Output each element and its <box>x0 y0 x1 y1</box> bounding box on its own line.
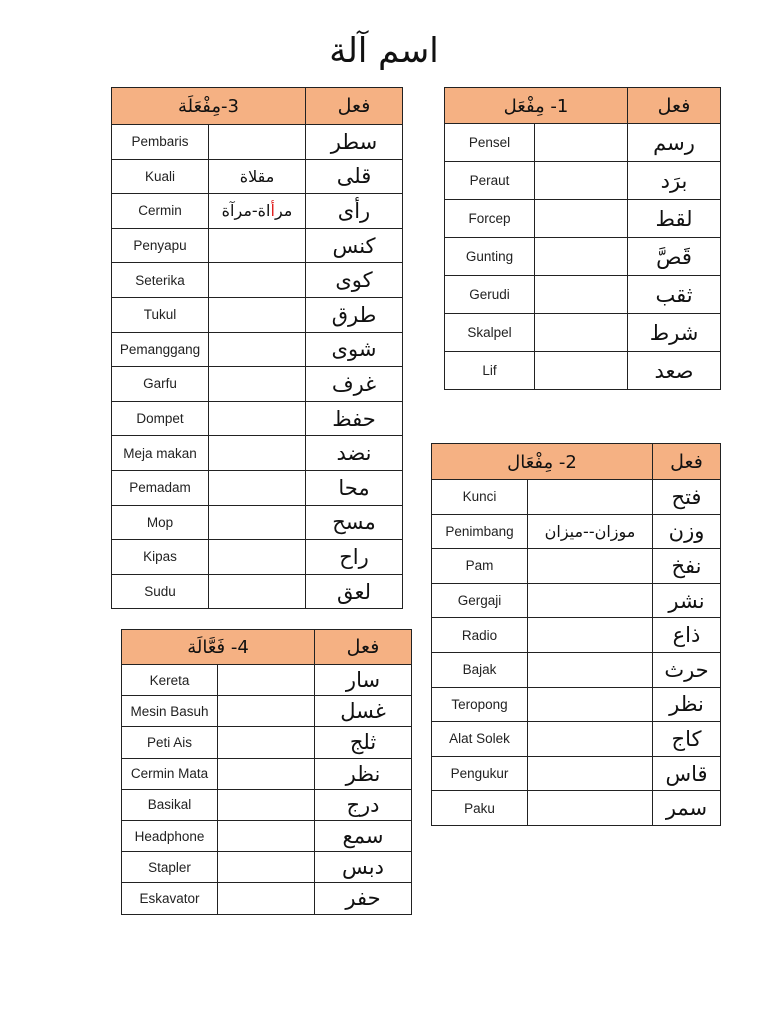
malay-meaning: Sudu <box>112 574 209 609</box>
malay-meaning: Kuali <box>112 159 209 194</box>
table-row <box>122 665 412 696</box>
verb-header: فعل <box>315 630 412 665</box>
table-row <box>112 367 403 402</box>
root-verb: سار <box>315 665 412 696</box>
instrument-noun <box>209 228 306 263</box>
pattern-header <box>122 630 315 665</box>
instrument-noun <box>209 401 306 436</box>
malay-meaning: Paku <box>432 791 528 826</box>
malay-meaning: Pembaris <box>112 125 209 160</box>
table-row <box>112 436 403 471</box>
table-row <box>122 852 412 883</box>
root-verb: شرط <box>628 314 721 352</box>
table-row <box>112 540 403 575</box>
instrument-noun <box>218 758 315 789</box>
instrument-noun: موزان--ميزان <box>528 514 653 549</box>
instrument-noun <box>209 540 306 575</box>
instrument-noun <box>218 883 315 914</box>
pattern-header <box>432 444 653 480</box>
root-verb: برَد <box>628 162 721 200</box>
malay-meaning: Dompet <box>112 401 209 436</box>
malay-meaning: Lif <box>445 352 535 390</box>
root-verb: دبس <box>315 852 412 883</box>
pattern-header <box>112 88 306 125</box>
root-verb: مسح <box>306 505 403 540</box>
instrument-noun <box>218 789 315 820</box>
highlighted-hamza: أ <box>270 201 275 221</box>
pattern-header <box>445 88 628 124</box>
malay-meaning: Gunting <box>445 238 535 276</box>
table-row <box>122 789 412 820</box>
table-row <box>432 756 721 791</box>
malay-meaning: Pemadam <box>112 470 209 505</box>
table-row <box>112 401 403 436</box>
instrument-noun <box>209 367 306 402</box>
instrument-noun <box>209 297 306 332</box>
malay-meaning: Peti Ais <box>122 727 218 758</box>
malay-meaning: Cermin Mata <box>122 758 218 789</box>
instrument-noun <box>528 480 653 515</box>
noun-part: اة-مرآة <box>221 201 271 221</box>
malay-meaning: Gerudi <box>445 276 535 314</box>
table-mifala <box>111 87 403 609</box>
table-row <box>112 159 403 194</box>
root-verb: قَصَّ <box>628 238 721 276</box>
malay-meaning: Pam <box>432 549 528 584</box>
root-verb: نظر <box>653 687 721 722</box>
malay-meaning: Gergaji <box>432 583 528 618</box>
instrument-noun <box>528 791 653 826</box>
table-row <box>112 470 403 505</box>
root-verb: نضد <box>306 436 403 471</box>
instrument-noun <box>535 352 628 390</box>
malay-meaning: Meja makan <box>112 436 209 471</box>
verb-header: فعل <box>306 88 403 125</box>
pattern-label: 1- مِفْعَل <box>503 95 569 117</box>
table-row <box>112 263 403 298</box>
table-row <box>432 480 721 515</box>
table-row <box>122 883 412 914</box>
root-verb: كوى <box>306 263 403 298</box>
instrument-noun <box>209 574 306 609</box>
table-row <box>122 727 412 758</box>
root-verb: رسم <box>628 124 721 162</box>
root-verb: ثقب <box>628 276 721 314</box>
noun-part: مر <box>274 201 293 221</box>
root-verb: فتح <box>653 480 721 515</box>
table-mifal <box>444 87 721 390</box>
table-row <box>445 276 721 314</box>
root-verb: سمر <box>653 791 721 826</box>
root-verb: سمع <box>315 820 412 851</box>
root-verb: طرق <box>306 297 403 332</box>
malay-meaning: Pengukur <box>432 756 528 791</box>
root-verb: كنس <box>306 228 403 263</box>
root-verb: حفظ <box>306 401 403 436</box>
malay-meaning: Pemanggang <box>112 332 209 367</box>
instrument-noun <box>535 276 628 314</box>
table-row <box>432 549 721 584</box>
verb-header: فعل <box>653 444 721 480</box>
root-verb: محا <box>306 470 403 505</box>
root-verb: وزن <box>653 514 721 549</box>
root-verb: سطر <box>306 125 403 160</box>
instrument-noun <box>535 314 628 352</box>
pattern-label: 4- فَعَّالَة <box>187 637 249 658</box>
root-verb: راح <box>306 540 403 575</box>
pattern-label: 2- مِفْعَال <box>507 451 577 473</box>
malay-meaning: Stapler <box>122 852 218 883</box>
instrument-noun <box>209 194 306 229</box>
instrument-noun <box>528 618 653 653</box>
root-verb: شوى <box>306 332 403 367</box>
instrument-noun <box>535 200 628 238</box>
instrument-noun <box>218 665 315 696</box>
page-title: اسم آلة <box>329 31 439 71</box>
table-row <box>445 238 721 276</box>
pattern-label: 3-مِفْعَلَة <box>178 96 239 117</box>
instrument-noun <box>218 727 315 758</box>
root-verb: حفر <box>315 883 412 914</box>
root-verb: رأى <box>306 194 403 229</box>
table-row <box>445 124 721 162</box>
malay-meaning: Forcep <box>445 200 535 238</box>
malay-meaning: Basikal <box>122 789 218 820</box>
instrument-noun <box>209 332 306 367</box>
root-verb: ذاع <box>653 618 721 653</box>
instrument-noun <box>218 852 315 883</box>
instrument-noun <box>528 549 653 584</box>
table-row <box>122 758 412 789</box>
malay-meaning: Eskavator <box>122 883 218 914</box>
root-verb: قلى <box>306 159 403 194</box>
table-row <box>432 687 721 722</box>
malay-meaning: Cermin <box>112 194 209 229</box>
malay-meaning: Bajak <box>432 652 528 687</box>
malay-meaning: Alat Solek <box>432 722 528 757</box>
table-row <box>432 652 721 687</box>
malay-meaning: Tukul <box>112 297 209 332</box>
root-verb: حرث <box>653 652 721 687</box>
table-row <box>112 574 403 609</box>
table-header-row <box>122 630 412 665</box>
malay-meaning: Peraut <box>445 162 535 200</box>
root-verb: كاج <box>653 722 721 757</box>
instrument-noun <box>218 696 315 727</box>
instrument-noun <box>209 263 306 298</box>
table-row <box>445 314 721 352</box>
malay-meaning: Teropong <box>432 687 528 722</box>
table-row <box>122 696 412 727</box>
malay-meaning: Mop <box>112 505 209 540</box>
table-row <box>432 722 721 757</box>
malay-meaning: Seterika <box>112 263 209 298</box>
malay-meaning: Kipas <box>112 540 209 575</box>
instrument-noun <box>209 470 306 505</box>
root-verb: لعق <box>306 574 403 609</box>
malay-meaning: Skalpel <box>445 314 535 352</box>
table-row <box>112 505 403 540</box>
verb-header: فعل <box>628 88 721 124</box>
table-header-row <box>445 88 721 124</box>
instrument-noun <box>535 238 628 276</box>
table-row <box>445 352 721 390</box>
table-header-row <box>112 88 403 125</box>
malay-meaning: Kereta <box>122 665 218 696</box>
table-row <box>112 194 403 229</box>
root-verb: صعد <box>628 352 721 390</box>
table-row <box>122 820 412 851</box>
instrument-noun <box>535 124 628 162</box>
instrument-noun <box>535 162 628 200</box>
table-row <box>112 297 403 332</box>
root-verb: لقط <box>628 200 721 238</box>
malay-meaning: Pensel <box>445 124 535 162</box>
root-verb: قاس <box>653 756 721 791</box>
instrument-noun <box>209 125 306 160</box>
instrument-noun <box>528 652 653 687</box>
instrument-noun: مقلاة <box>209 159 306 194</box>
malay-meaning: Headphone <box>122 820 218 851</box>
root-verb: نشر <box>653 583 721 618</box>
table-row <box>432 618 721 653</box>
instrument-noun <box>528 722 653 757</box>
malay-meaning: Kunci <box>432 480 528 515</box>
instrument-noun <box>528 756 653 791</box>
malay-meaning: Radio <box>432 618 528 653</box>
instrument-noun <box>209 436 306 471</box>
root-verb: غرف <box>306 367 403 402</box>
malay-meaning: Penyapu <box>112 228 209 263</box>
table-row <box>112 332 403 367</box>
instrument-noun <box>528 687 653 722</box>
instrument-noun <box>209 505 306 540</box>
root-verb: ثلج <box>315 727 412 758</box>
root-verb: نظر <box>315 758 412 789</box>
root-verb: غسل <box>315 696 412 727</box>
root-verb: نفخ <box>653 549 721 584</box>
table-mifaal <box>431 443 721 826</box>
instrument-noun <box>218 820 315 851</box>
malay-meaning: Mesin Basuh <box>122 696 218 727</box>
table-row <box>112 228 403 263</box>
root-verb: درج <box>315 789 412 820</box>
table-row <box>112 125 403 160</box>
malay-meaning: Garfu <box>112 367 209 402</box>
table-row <box>445 200 721 238</box>
table-row <box>445 162 721 200</box>
table-row <box>432 514 721 549</box>
malay-meaning: Penimbang <box>432 514 528 549</box>
table-row <box>432 583 721 618</box>
table-faala <box>121 629 412 915</box>
table-header-row <box>432 444 721 480</box>
instrument-noun <box>528 583 653 618</box>
table-row <box>432 791 721 826</box>
